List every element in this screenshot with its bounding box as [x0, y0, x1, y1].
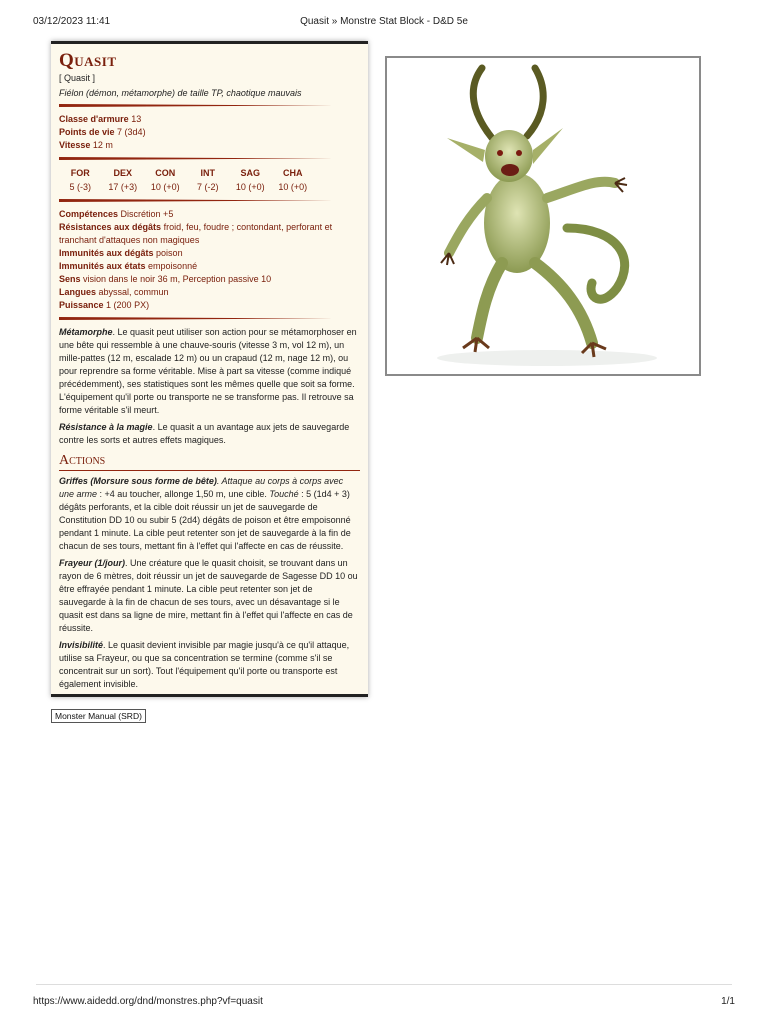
prop-line: Vitesse 12 m [59, 140, 113, 150]
left-horn [473, 68, 492, 138]
trait-metamorphe: Métamorphe. Le quasit peut utiliser son action pour se métamorphoser en une bête qui ressemble à une chauve-souris (vitesse 3 m, vol 12 m), un mille-pattes (12 m, escalade 12 m) ou un crapaud (12 m, nage 12 m), ou pour reprendre sa forme véritable. Mise à part sa vitesse (comme indiqué précédemment), ses statistiques sont les mêmes quelle que soit sa forme. L'équipement qu'il porte ou transporte ne se transforme pas. Il retrouve sa forme véritable s'il meurt. [59, 327, 357, 415]
action-griffes: Griffes (Morsure sous forme de bête). Attaque au corps à corps avec une arme : +4 au toucher, allonge 1,50 m, une cible. Touché : 5 (1d4 + 3) dégâts perforants, et la cible doit réussir un jet de sauvegarde de Constitution DD 10 ou subir 5 (2d4) dégâts de poison et être empoisonné pendant 1 minute. La cible peut retenter son jet de sauvegarde à la fin de chacun de ses tours, mettant fin à l'effet qui l'affecte en cas de réussite. [59, 476, 351, 551]
prop-line: Langues abyssal, commun [59, 287, 169, 297]
page-number: 1/1 [721, 996, 735, 1007]
quasit-illustration [385, 56, 701, 376]
print-title: Quasit » Monstre Stat Block - D&D 5e [300, 16, 468, 27]
ability-con: CON 10 (+0) [150, 168, 180, 192]
prop-line: Classe d'armure 13 [59, 114, 142, 124]
action-frayeur: Frayeur (1/jour). Une créature que le quasit choisit, se trouvant dans un rayon de 6 mètres, doit réussir un jet de sauvegarde de Sagesse DD 10 ou être effrayée pendant 1 minute. La cible peut retenter son jet de sauvegarde à la fin de chacun de ses tours, avec un désavantage si le quasit est dans sa ligne de mire, mettant fin à l'effet qui l'affecte en cas de réussite. [59, 558, 358, 633]
left-arm [449, 198, 487, 253]
defense-props [59, 113, 360, 152]
monster-type-line: Fiélon (démon, métamorphe) de taille TP, chaotique mauvais [59, 88, 302, 98]
monster-name: Quasit [59, 50, 117, 71]
right-horn [527, 68, 543, 136]
action-invisibilite: Invisibilité. Le quasit devient invisible par magie jusqu'à ce qu'il attaque, utilise sa Frayeur, ou que sa concentration se termine (comme s'il se concentrait sur un sort). Tout l'équipement qu'il porte ou transporte est également invisible. [59, 640, 350, 689]
torso [484, 173, 550, 273]
divider [59, 317, 334, 320]
ground-shadow [437, 350, 657, 366]
prop-line: Immunités aux états empoisonné [59, 261, 198, 271]
prop-line: Points de vie 7 (3d4) [59, 127, 146, 137]
left-ear [447, 138, 485, 162]
stat-block [51, 41, 368, 697]
monster-alt-name: [ Quasit ] [59, 73, 96, 83]
ability-sag: SAG 10 (+0) [235, 168, 265, 192]
divider [59, 199, 334, 202]
prop-line: Résistances aux dégâts froid, feu, foudre ; contondant, perforant et tranchant d'attaques non magiques [59, 222, 333, 245]
prop-line: Compétences Discrétion +5 [59, 209, 174, 219]
tail [567, 228, 625, 299]
misc-props [59, 208, 360, 312]
ability-dex: DEX 17 (+3) [108, 168, 138, 192]
quasit-figure [387, 58, 699, 374]
ability-scores [59, 166, 360, 194]
divider [59, 157, 334, 160]
right-ear [533, 128, 563, 164]
mouth [501, 164, 519, 176]
left-foot [463, 338, 489, 352]
prop-line: Sens vision dans le noir 36 m, Perception passive 10 [59, 274, 272, 284]
source-button[interactable]: Monster Manual (SRD) [51, 709, 146, 723]
ability-cha: CHA 10 (+0) [278, 168, 308, 192]
ability-int: INT 7 (-2) [196, 168, 219, 192]
ability-for: FOR 5 (-3) [69, 168, 91, 192]
prop-line: Immunités aux dégâts poison [59, 248, 183, 258]
divider [59, 104, 334, 107]
right-arm [547, 182, 615, 198]
prop-line: Puissance 1 (200 PX) [59, 300, 150, 310]
footer-divider [36, 984, 732, 985]
print-url: https://www.aidedd.org/dnd/monstres.php?vf=quasit [33, 996, 263, 1007]
print-date: 03/12/2023 11:41 [33, 16, 111, 27]
trait-resistance-magie: Résistance à la magie. Le quasit a un avantage aux jets de sauvegarde contre les sorts et autres effets magiques. [59, 422, 350, 445]
actions-heading: Actions [59, 453, 360, 471]
right-leg [535, 263, 592, 343]
left-leg [477, 263, 502, 338]
